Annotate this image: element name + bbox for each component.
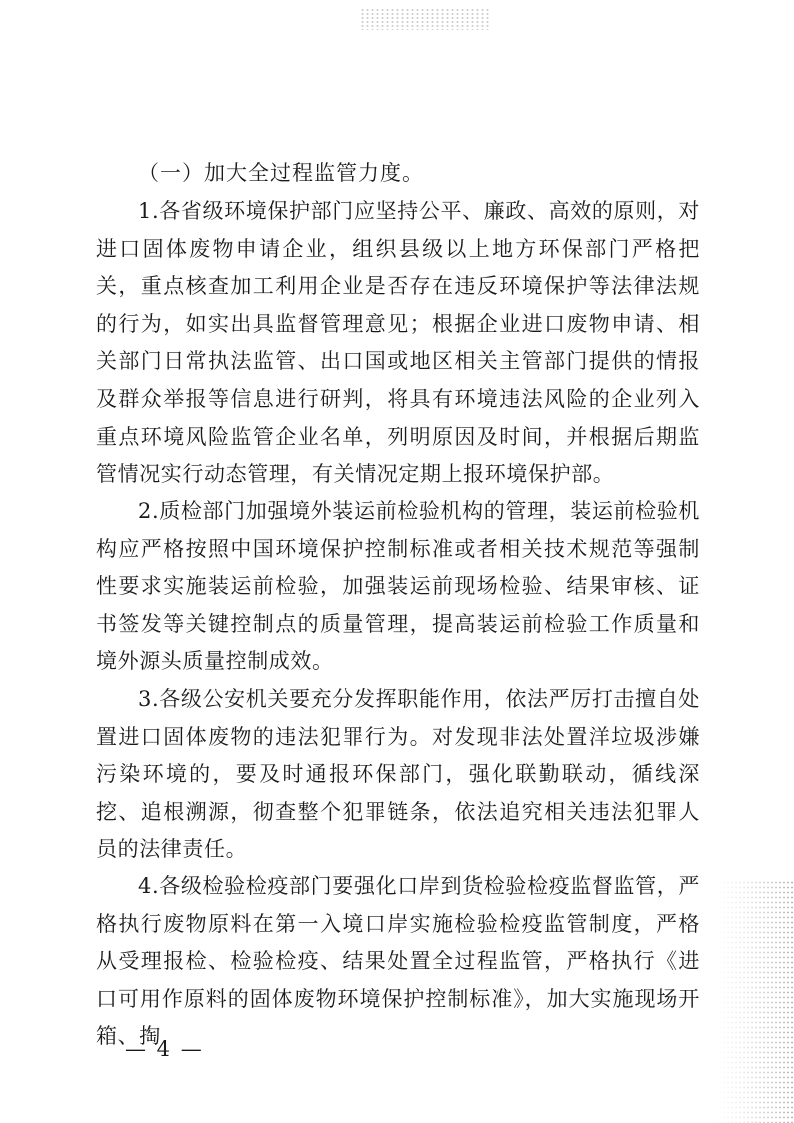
paragraph-2: 2.质检部门加强境外装运前检验机构的管理，装运前检验机构应严格按照中国环境保护控制标准或者相关技术规范等强制性要求实施装运前检验，加强装运前现场检验、结果审核、证书签发等关键控制点的质量管理，提高装运前检验工作质量和境外源头质量控制成效。 <box>96 499 700 674</box>
scan-artifact-right <box>714 880 794 1123</box>
paragraph-3: 3.各级公安机关要充分发挥职能作用，依法严厉打击擅自处置进口固体废物的违法犯罪行为。对发现非法处置洋垃圾涉嫌污染环境的，要及时通报环保部门，强化联勤联动，循线深挖、追根溯源，彻查整个犯罪链条，依法追究相关违法犯罪人员的法律责任。 <box>96 687 700 862</box>
paragraph-1: 1.各省级环境保护部门应坚持公平、廉政、高效的原则，对进口固体废物申请企业，组织县级以上地方环保部门严格把关，重点核查加工利用企业是否存在违反环境保护等法律法规的行为，如实出具监督管理意见；根据企业进口废物申请、相关部门日常执法监管、出口国或地区相关主管部门提供的情报及群众举报等信息进行研判，将具有环境违法风险的企业列入重点环境风险监管企业名单，列明原因及时间，并根据后期监管情况实行动态管理，有关情况定期上报环境保护部。 <box>96 199 700 487</box>
paragraph-4: 4.各级检验检疫部门要强化口岸到货检验检疫监督监管，严格执行废物原料在第一入境口岸实施检验检疫监管制度，严格从受理报检、检验检疫、结果处置全过程监管，严格执行《进口可用作原料的固体废物环境保护控制标准》，加大实施现场开箱、掏 <box>96 874 700 1049</box>
page-number: — 4 — <box>125 1037 204 1061</box>
section-heading: （一）加大全过程监管力度。 <box>138 161 424 185</box>
scan-artifact-top <box>360 8 490 30</box>
